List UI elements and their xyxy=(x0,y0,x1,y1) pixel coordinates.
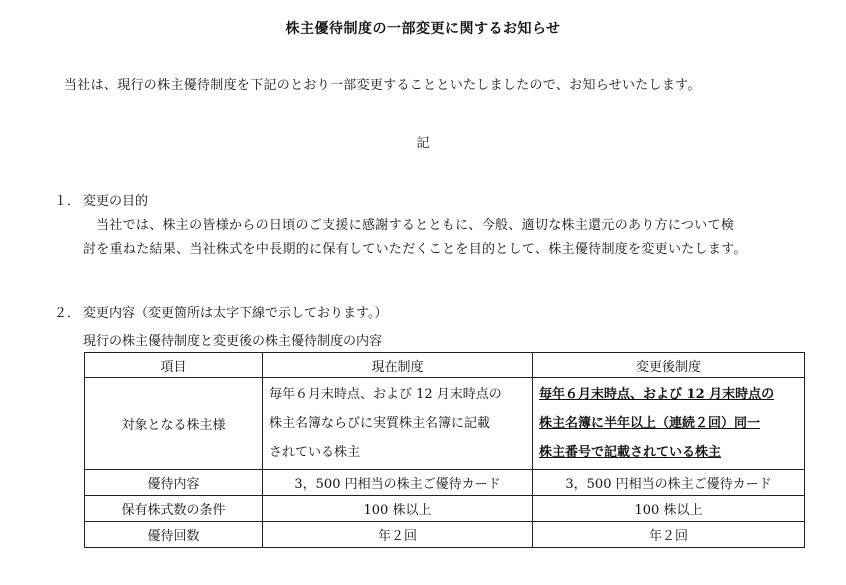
section2-heading: 変更内容（変更箇所は太字下線で示しております。） xyxy=(83,306,388,321)
section1-heading: 変更の目的 xyxy=(83,194,149,209)
intro-paragraph: 当社は、現行の株主優待制度を下記のとおり一部変更することといたしましたので、お知らせいたします。 xyxy=(64,78,701,93)
cell-line: 毎年６月末時点、および 12 月末時点の xyxy=(269,387,502,402)
cell-new-target xyxy=(533,378,805,470)
table-row xyxy=(85,522,805,548)
cell-line: 株主番号で記載されている株主 xyxy=(539,445,722,460)
table-row xyxy=(85,470,805,496)
row-label-benefit: 優待内容 xyxy=(85,470,263,496)
table-row xyxy=(85,378,805,470)
section1-number: １． xyxy=(54,194,81,209)
table-caption: 現行の株主優待制度と変更後の株主優待制度の内容 xyxy=(83,334,383,349)
cell-current-benefit: 3，500 円相当の株主ご優待カード xyxy=(263,470,533,496)
section1-line2: 討を重ねた結果、当社株式を中長期的に保有していただくことを目的として、株主優待制度を変更いたします。 xyxy=(83,242,747,257)
cell-line: 毎年６月末時点、および 12 月末時点の xyxy=(539,387,775,402)
section1-paragraph xyxy=(83,214,805,262)
cell-line: されている株主 xyxy=(269,445,361,460)
cell-line: 株主名簿ならびに実質株主名簿に記載 xyxy=(269,416,491,431)
cell-current-target xyxy=(263,378,533,470)
cell-current-frequency: 年２回 xyxy=(263,522,533,548)
cell-line: 株主名簿に半年以上（連続２回）同一 xyxy=(539,416,761,431)
row-label-shares: 保有株式数の条件 xyxy=(85,496,263,522)
cell-current-shares: 100 株以上 xyxy=(263,496,533,522)
header-new: 変更後制度 xyxy=(533,353,805,378)
header-current: 現在制度 xyxy=(263,353,533,378)
section2-number: ２． xyxy=(54,306,81,321)
row-label-frequency: 優待回数 xyxy=(85,522,263,548)
cell-new-shares: 100 株以上 xyxy=(533,496,805,522)
cell-new-frequency: 年２回 xyxy=(533,522,805,548)
cell-new-benefit: 3，500 円相当の株主ご優待カード xyxy=(533,470,805,496)
section1-line1: 当社では、株主の皆様からの日頃のご支援に感謝するとともに、今般、適切な株主還元のあり方について検 xyxy=(96,218,735,233)
row-label-target: 対象となる株主様 xyxy=(85,378,263,470)
table-row xyxy=(85,496,805,522)
ki-heading: 記 xyxy=(416,136,430,151)
header-item: 項目 xyxy=(85,353,263,378)
document-title: 株主優待制度の一部変更に関するお知らせ xyxy=(285,21,561,37)
table-header-row xyxy=(85,353,805,378)
benefits-table xyxy=(84,352,805,548)
